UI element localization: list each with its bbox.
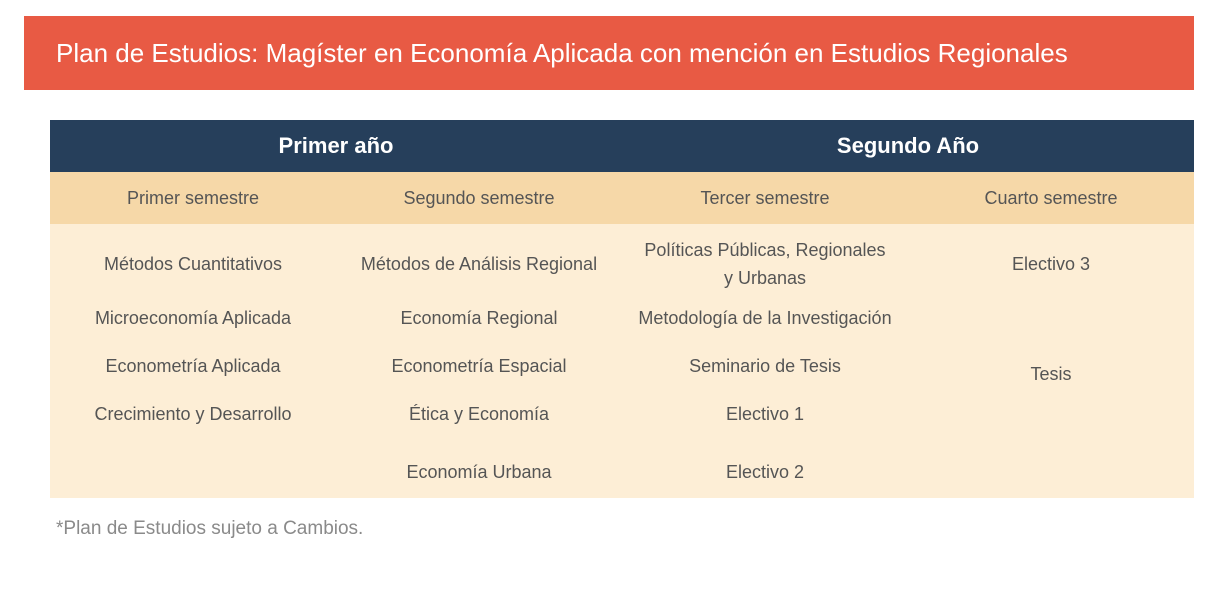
course-cell: Crecimiento y Desarrollo xyxy=(94,404,292,424)
semester-3-courses xyxy=(622,228,908,498)
course-cell: Economía Urbana xyxy=(406,462,552,482)
semester-2-courses xyxy=(336,228,622,498)
course-cell: Métodos Cuantitativos xyxy=(103,254,283,274)
page-banner xyxy=(24,16,1194,90)
semester-header-4: Cuarto semestre xyxy=(984,187,1118,208)
year-header-first: Primer año xyxy=(278,133,394,158)
semester-1-courses xyxy=(50,228,336,498)
course-cell: Electivo 2 xyxy=(725,462,805,482)
course-cell: Tesis xyxy=(1030,364,1072,384)
courses-body xyxy=(50,224,1194,498)
semester-4-courses xyxy=(908,228,1194,498)
course-cell: Economía Regional xyxy=(400,308,558,328)
year-header-second: Segundo Año xyxy=(836,133,980,158)
course-cell: Econometría Espacial xyxy=(391,356,567,376)
course-cell: Metodología de la Investigación xyxy=(638,308,892,328)
course-cell: Econometría Aplicada xyxy=(105,356,281,376)
page-title: Plan de Estudios: Magíster en Economía Aplicada con mención en Estudios Regionales xyxy=(56,37,1068,68)
course-cell: Seminario de Tesis xyxy=(689,356,841,376)
footnote: *Plan de Estudios sujeto a Cambios. xyxy=(56,518,364,539)
course-cell: Métodos de Análisis Regional xyxy=(360,254,598,274)
course-cell: Electivo 3 xyxy=(1011,254,1091,274)
semester-header-1: Primer semestre xyxy=(126,187,260,208)
semester-header-row xyxy=(50,172,1194,224)
course-cell: Ética y Economía xyxy=(408,404,550,424)
course-cell: Políticas Públicas, Regionales y Urbanas xyxy=(644,240,886,288)
semester-header-3: Tercer semestre xyxy=(700,187,830,208)
semester-header-2: Segundo semestre xyxy=(403,187,555,208)
year-header-row xyxy=(50,120,1194,172)
course-cell: Microeconomía Aplicada xyxy=(94,308,292,328)
study-plan-table xyxy=(50,120,1194,498)
course-cell: Electivo 1 xyxy=(725,404,805,424)
